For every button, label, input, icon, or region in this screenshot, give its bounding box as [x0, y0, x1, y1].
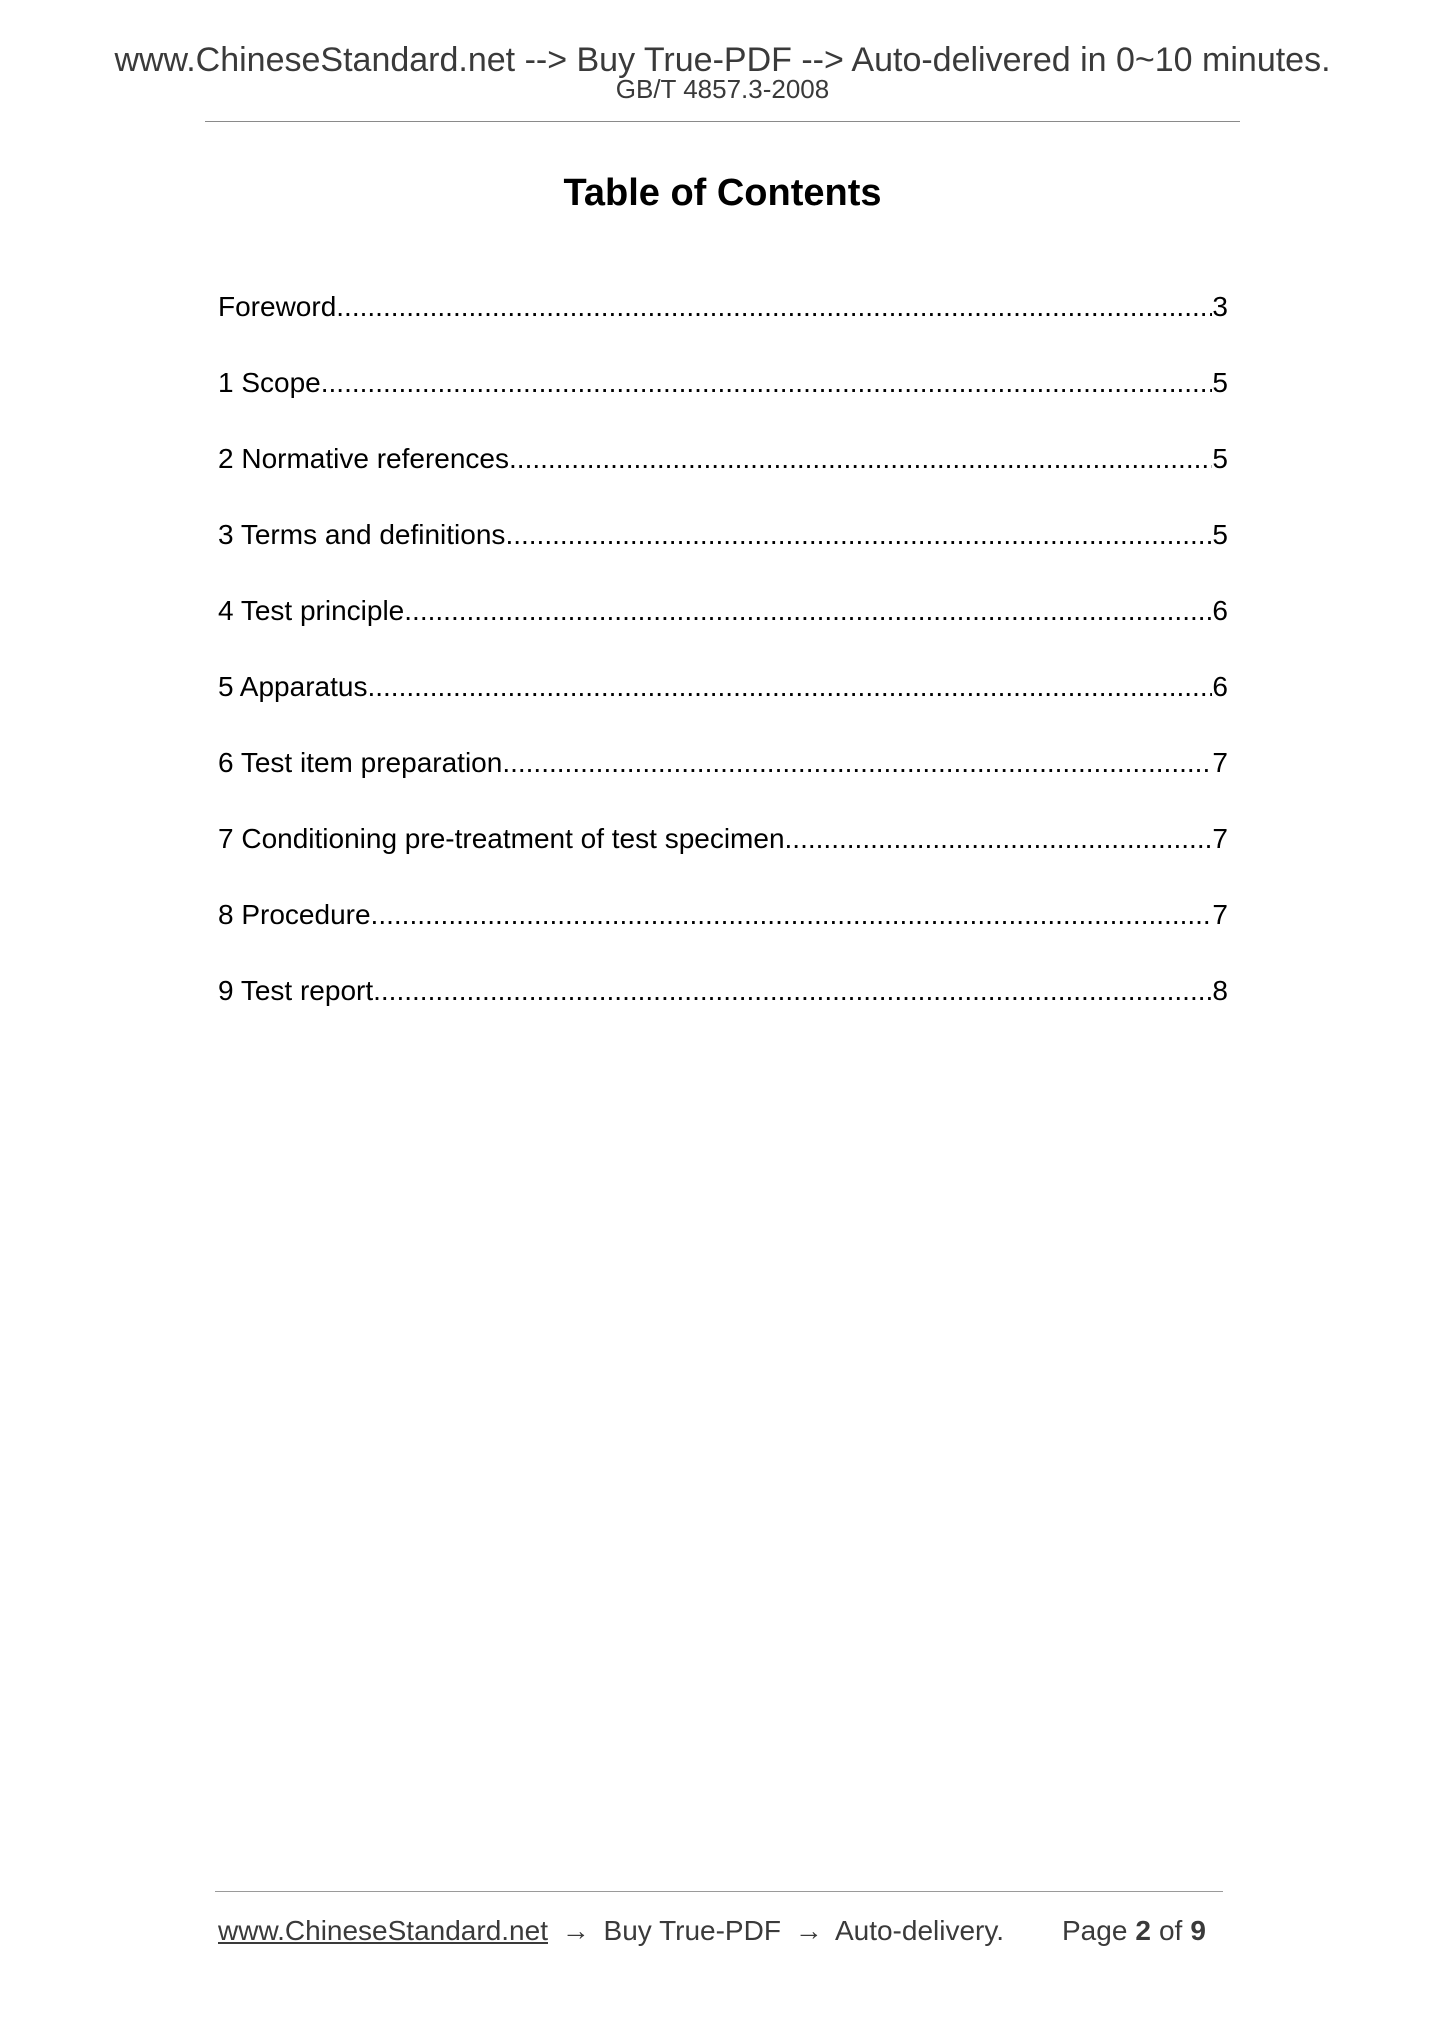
toc-entry-conditioning[interactable] — [218, 819, 1228, 895]
toc-entry-label: 3 Terms and definitions — [218, 519, 506, 550]
toc-entry-page: 5 — [1212, 367, 1228, 398]
toc-entry-scope[interactable] — [218, 363, 1228, 439]
toc-entry-page: 5 — [1212, 519, 1228, 550]
toc-entry-page: 7 — [1212, 899, 1228, 930]
footer-promo — [218, 1913, 1004, 1949]
toc-entry-test-item-preparation[interactable] — [218, 743, 1228, 819]
toc-entry-label: Foreword — [218, 291, 337, 322]
page-number — [1062, 1913, 1214, 1949]
toc-entry-label: 1 Scope — [218, 367, 321, 398]
toc-entry-test-principle[interactable] — [218, 591, 1228, 667]
toc-dot-leader — [785, 819, 1213, 859]
toc-entry-label: 4 Test principle — [218, 595, 405, 626]
toc-entry-page: 8 — [1212, 975, 1228, 1006]
of-word: of — [1158, 1915, 1183, 1946]
toc-entry-page: 7 — [1212, 823, 1228, 854]
site-banner: www.ChineseStandard.net --> Buy True-PDF --> Auto-delivered in 0~10 minutes. — [114, 41, 1331, 79]
toc-dot-leader — [336, 287, 1212, 327]
toc-dot-leader — [367, 667, 1212, 707]
toc-dot-leader — [373, 971, 1212, 1011]
arrow-right-icon: → — [794, 1915, 823, 1946]
footer-divider — [215, 1891, 1223, 1892]
toc-dot-leader — [404, 591, 1212, 631]
toc-dot-leader — [321, 363, 1213, 403]
toc-entry-label: 7 Conditioning pre-treatment of test specimen — [218, 823, 785, 854]
standard-code: GB/T 4857.3-2008 — [615, 74, 830, 104]
toc-entry-label: 8 Procedure — [218, 899, 371, 930]
toc-list — [218, 287, 1228, 1047]
toc-entry-page: 7 — [1212, 747, 1228, 778]
header-divider — [205, 121, 1240, 122]
toc-entry-page: 6 — [1212, 595, 1228, 626]
toc-entry-page: 3 — [1212, 291, 1228, 322]
toc-dot-leader — [371, 895, 1213, 935]
current-page-number: 2 — [1135, 1915, 1151, 1946]
toc-entry-foreword[interactable] — [218, 287, 1228, 363]
toc-entry-terms-and-definitions[interactable] — [218, 515, 1228, 591]
footer-site-link[interactable]: www.ChineseStandard.net — [218, 1915, 548, 1946]
footer-delivery-text: Auto-delivery. — [834, 1915, 1005, 1946]
toc-dot-leader — [509, 439, 1212, 479]
toc-entry-procedure[interactable] — [218, 895, 1228, 971]
toc-entry-label: 2 Normative references — [218, 443, 510, 474]
toc-entry-label: 5 Apparatus — [218, 671, 368, 702]
arrow-right-icon: → — [561, 1915, 590, 1946]
toc-entry-apparatus[interactable] — [218, 667, 1228, 743]
toc-entry-test-report[interactable] — [218, 971, 1228, 1047]
toc-entry-normative-references[interactable] — [218, 439, 1228, 515]
page-word: Page — [1062, 1915, 1128, 1946]
toc-dot-leader — [502, 743, 1212, 783]
toc-entry-page: 5 — [1212, 443, 1228, 474]
toc-entry-label: 6 Test item preparation — [218, 747, 503, 778]
toc-entry-page: 6 — [1212, 671, 1228, 702]
total-pages-number: 9 — [1190, 1915, 1206, 1946]
toc-dot-leader — [505, 515, 1212, 555]
footer-buy-text: Buy True-PDF — [603, 1915, 781, 1946]
toc-entry-label: 9 Test report — [218, 975, 374, 1006]
toc-title: Table of Contents — [563, 172, 882, 214]
